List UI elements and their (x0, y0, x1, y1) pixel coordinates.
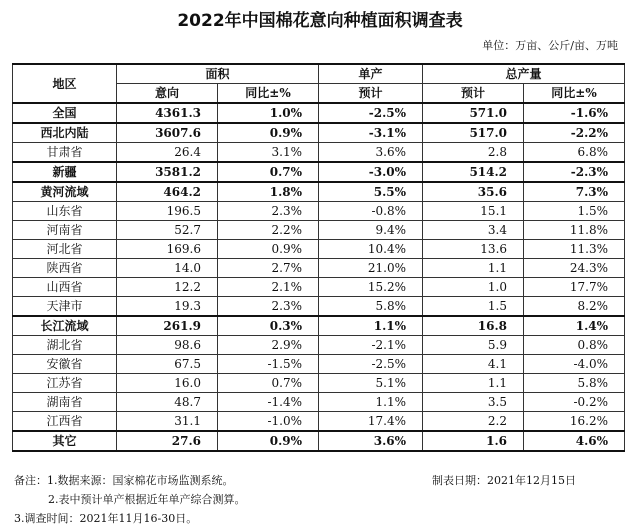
cell-output-yoy: 4.6% (524, 431, 625, 451)
cell-area-yoy: 0.9% (218, 123, 319, 143)
cell-yield-forecast: 3.6% (319, 143, 423, 163)
cell-region: 甘肃省 (13, 143, 117, 163)
cell-area-intent: 4361.3 (117, 103, 218, 123)
cell-region: 河北省 (13, 240, 117, 259)
cell-yield-forecast: 9.4% (319, 221, 423, 240)
cell-area-intent: 26.4 (117, 143, 218, 163)
cell-area-yoy: 2.9% (218, 336, 319, 355)
cell-area-yoy: 2.2% (218, 221, 319, 240)
cell-output-yoy: 7.3% (524, 182, 625, 202)
cell-area-yoy: -1.4% (218, 393, 319, 412)
cell-output-forecast: 2.8 (423, 143, 524, 163)
cell-area-yoy: 2.3% (218, 202, 319, 221)
cell-area-yoy: 1.8% (218, 182, 319, 202)
table-body (13, 103, 625, 451)
table-row (13, 316, 625, 336)
cell-region: 西北内陆 (13, 123, 117, 143)
cell-yield-forecast: -2.5% (319, 355, 423, 374)
table-row (13, 297, 625, 317)
cell-yield-forecast: 3.6% (319, 431, 423, 451)
cell-area-intent: 27.6 (117, 431, 218, 451)
cell-area-yoy: 3.1% (218, 143, 319, 163)
cell-region: 山西省 (13, 278, 117, 297)
cell-yield-forecast: 10.4% (319, 240, 423, 259)
cell-output-forecast: 1.5 (423, 297, 524, 317)
table-row (13, 123, 625, 143)
cell-region: 其它 (13, 431, 117, 451)
cell-output-yoy: -0.2% (524, 393, 625, 412)
note-source: 备注：1.数据来源：国家棉花市场监测系统。 (14, 474, 234, 487)
header-area-yoy: 同比±% (218, 84, 319, 104)
cell-output-forecast: 35.6 (423, 182, 524, 202)
cell-output-forecast: 1.1 (423, 374, 524, 393)
cell-area-intent: 196.5 (117, 202, 218, 221)
cell-area-intent: 14.0 (117, 259, 218, 278)
header-yield: 单产 (319, 64, 423, 84)
cell-region: 江西省 (13, 412, 117, 432)
cell-region: 河南省 (13, 221, 117, 240)
cell-area-yoy: 0.7% (218, 374, 319, 393)
cell-output-forecast: 3.5 (423, 393, 524, 412)
cell-output-forecast: 1.0 (423, 278, 524, 297)
table-row (13, 355, 625, 374)
table-row (13, 221, 625, 240)
cell-area-intent: 169.6 (117, 240, 218, 259)
note-survey-time: 3.调查时间：2021年11月16-30日。 (14, 512, 198, 525)
cell-output-forecast: 3.4 (423, 221, 524, 240)
cell-yield-forecast: 5.5% (319, 182, 423, 202)
cell-area-yoy: 2.7% (218, 259, 319, 278)
cell-output-yoy: 8.2% (524, 297, 625, 317)
cell-output-forecast: 1.6 (423, 431, 524, 451)
cell-area-yoy: 1.0% (218, 103, 319, 123)
cell-output-yoy: -2.3% (524, 162, 625, 182)
header-row-1 (13, 64, 625, 84)
cell-area-intent: 98.6 (117, 336, 218, 355)
cell-area-yoy: 2.3% (218, 297, 319, 317)
cell-yield-forecast: -3.0% (319, 162, 423, 182)
cell-region: 新疆 (13, 162, 117, 182)
header-area-intent: 意向 (117, 84, 218, 104)
cell-output-yoy: 1.4% (524, 316, 625, 336)
cell-area-yoy: -1.5% (218, 355, 319, 374)
table-row (13, 162, 625, 182)
cell-yield-forecast: 5.8% (319, 297, 423, 317)
cell-area-yoy: -1.0% (218, 412, 319, 432)
cell-area-intent: 52.7 (117, 221, 218, 240)
table-row (13, 143, 625, 163)
cell-output-yoy: 11.8% (524, 221, 625, 240)
cell-output-yoy: 1.5% (524, 202, 625, 221)
header-output-forecast: 预计 (423, 84, 524, 104)
table-row (13, 336, 625, 355)
cell-output-yoy: -1.6% (524, 103, 625, 123)
cell-output-forecast: 5.9 (423, 336, 524, 355)
cell-yield-forecast: 21.0% (319, 259, 423, 278)
cell-output-yoy: 0.8% (524, 336, 625, 355)
table-row (13, 259, 625, 278)
cell-area-yoy: 0.3% (218, 316, 319, 336)
cell-region: 安徽省 (13, 355, 117, 374)
cell-output-yoy: 6.8% (524, 143, 625, 163)
table-row (13, 412, 625, 432)
cell-area-intent: 16.0 (117, 374, 218, 393)
header-region: 地区 (13, 64, 117, 103)
cell-yield-forecast: 1.1% (319, 316, 423, 336)
cell-output-forecast: 571.0 (423, 103, 524, 123)
cell-region: 陕西省 (13, 259, 117, 278)
cell-output-forecast: 1.1 (423, 259, 524, 278)
header-output-yoy: 同比±% (524, 84, 625, 104)
cell-yield-forecast: 1.1% (319, 393, 423, 412)
cell-area-yoy: 0.7% (218, 162, 319, 182)
cell-output-yoy: 16.2% (524, 412, 625, 432)
cell-output-forecast: 16.8 (423, 316, 524, 336)
cell-output-yoy: -2.2% (524, 123, 625, 143)
cell-area-intent: 48.7 (117, 393, 218, 412)
cell-area-yoy: 2.1% (218, 278, 319, 297)
cell-yield-forecast: 17.4% (319, 412, 423, 432)
unit-note: 单位：万亩、公斤/亩、万吨 (482, 39, 618, 52)
cell-output-forecast: 514.2 (423, 162, 524, 182)
table-date: 制表日期：2021年12月15日 (432, 474, 576, 487)
header-area: 面积 (117, 64, 319, 84)
cell-area-intent: 464.2 (117, 182, 218, 202)
cell-yield-forecast: -3.1% (319, 123, 423, 143)
note-method: 2.表中预计单产根据近年单产综合测算。 (48, 493, 246, 506)
cell-region: 天津市 (13, 297, 117, 317)
cell-region: 黄河流域 (13, 182, 117, 202)
cell-yield-forecast: -0.8% (319, 202, 423, 221)
cell-yield-forecast: -2.5% (319, 103, 423, 123)
cell-output-forecast: 15.1 (423, 202, 524, 221)
cell-area-intent: 31.1 (117, 412, 218, 432)
cell-region: 湖南省 (13, 393, 117, 412)
cell-area-intent: 12.2 (117, 278, 218, 297)
cell-area-yoy: 0.9% (218, 240, 319, 259)
cell-area-yoy: 0.9% (218, 431, 319, 451)
cell-output-yoy: 11.3% (524, 240, 625, 259)
table-row (13, 278, 625, 297)
cell-output-yoy: 5.8% (524, 374, 625, 393)
cell-output-yoy: 24.3% (524, 259, 625, 278)
cell-output-yoy: -4.0% (524, 355, 625, 374)
cell-region: 长江流域 (13, 316, 117, 336)
table-row (13, 202, 625, 221)
cell-region: 山东省 (13, 202, 117, 221)
cell-output-forecast: 13.6 (423, 240, 524, 259)
survey-table (12, 63, 625, 452)
table-row (13, 374, 625, 393)
cell-region: 江苏省 (13, 374, 117, 393)
cell-region: 全国 (13, 103, 117, 123)
table-row (13, 182, 625, 202)
cell-yield-forecast: 15.2% (319, 278, 423, 297)
cell-yield-forecast: 5.1% (319, 374, 423, 393)
table-row (13, 431, 625, 451)
table-row (13, 240, 625, 259)
page-title: 2022年中国棉花意向种植面积调查表 (177, 11, 463, 31)
cell-output-forecast: 4.1 (423, 355, 524, 374)
cell-output-yoy: 17.7% (524, 278, 625, 297)
cell-area-intent: 3607.6 (117, 123, 218, 143)
cell-region: 湖北省 (13, 336, 117, 355)
table-row (13, 393, 625, 412)
header-output: 总产量 (423, 64, 625, 84)
cell-output-forecast: 2.2 (423, 412, 524, 432)
cell-area-intent: 261.9 (117, 316, 218, 336)
cell-area-intent: 67.5 (117, 355, 218, 374)
cell-area-intent: 19.3 (117, 297, 218, 317)
cell-yield-forecast: -2.1% (319, 336, 423, 355)
cell-area-intent: 3581.2 (117, 162, 218, 182)
cell-output-forecast: 517.0 (423, 123, 524, 143)
table-row (13, 103, 625, 123)
notes (14, 471, 626, 528)
header-yield-forecast: 预计 (319, 84, 423, 104)
